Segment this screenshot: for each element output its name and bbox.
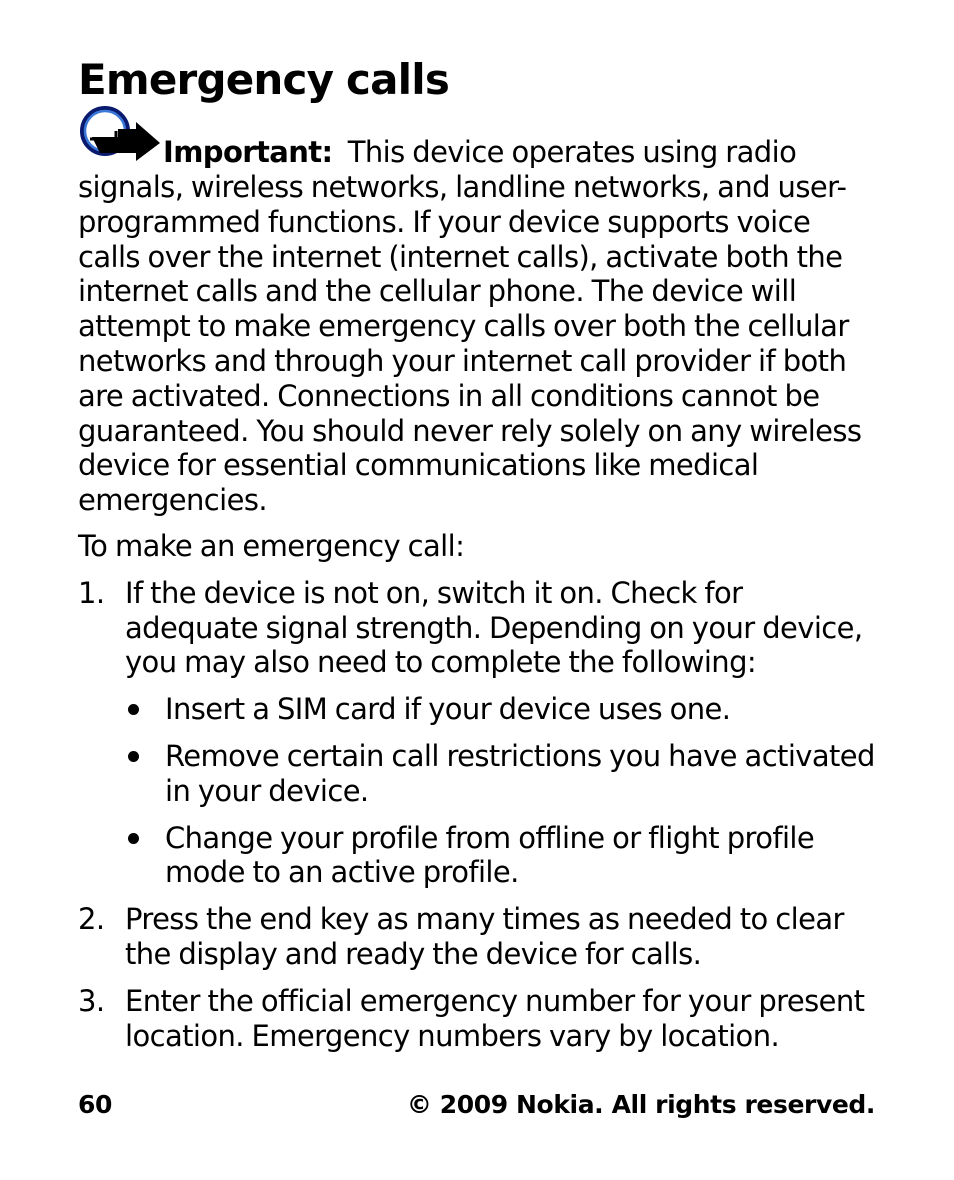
bullet-item xyxy=(125,692,875,727)
step-item xyxy=(78,984,875,1054)
important-text: This device operates using radio signals, wireless networks, landline networks, and user-programmed functions. If your device supports voice calls over the internet (internet calls), activate both the internet calls and the cellular phone. The device will attempt to make emergency calls over both the cellular networks and through your internet call provider if both are activated. Connections in all conditions cannot be guaranteed. You should never rely solely on any wireless device for essential communications like medical emergencies. xyxy=(78,135,862,518)
document-page xyxy=(78,52,875,1065)
important-note xyxy=(78,108,875,518)
bullet-icon xyxy=(128,833,139,844)
step-number: 2. xyxy=(78,902,105,937)
bullet-icon xyxy=(128,704,139,715)
important-note-icon xyxy=(78,103,162,165)
bullet-item xyxy=(125,739,875,809)
step-text: Press the end key as many times as needed to clear the display and ready the device for calls. xyxy=(125,902,844,971)
step-item xyxy=(78,902,875,972)
bullet-item xyxy=(125,821,875,891)
step-number: 3. xyxy=(78,983,105,1018)
step-text: Enter the official emergency number for your present location. Emergency numbers vary by location. xyxy=(125,983,865,1053)
important-label: Important: xyxy=(163,135,333,170)
instructions-intro: To make an emergency call: xyxy=(78,528,465,563)
page-footer xyxy=(78,1088,875,1122)
steps-list xyxy=(78,576,875,1054)
bullet-list xyxy=(125,692,875,890)
step-text: If the device is not on, switch it on. Check for adequate signal strength. Depending on your device, you may also need to complete the following: xyxy=(125,575,863,680)
bullet-icon xyxy=(128,751,139,762)
bullet-text: Remove certain call restrictions you have activated in your device. xyxy=(165,738,875,808)
page-title: Emergency calls xyxy=(78,55,450,104)
bullet-text: Change your profile from offline or flight profile mode to an active profile. xyxy=(165,820,815,890)
step-item xyxy=(78,576,875,890)
page-number: 60 xyxy=(78,1090,112,1119)
step-number: 1. xyxy=(78,575,105,610)
copyright-notice: © 2009 Nokia. All rights reserved. xyxy=(406,1090,875,1119)
bullet-text: Insert a SIM card if your device uses one. xyxy=(165,692,731,727)
